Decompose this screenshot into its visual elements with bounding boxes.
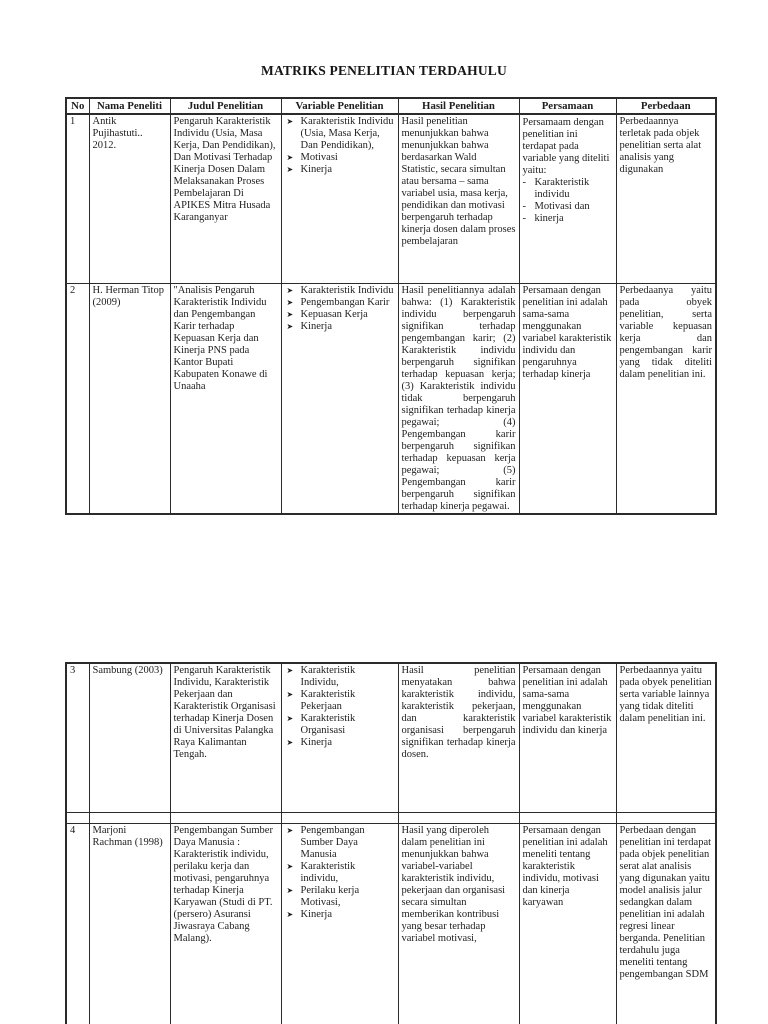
cell-hasil: Hasil penelitian menunjukkan bahwa menunjukkan bahwa berdasarkan Wald Statistic, secara simultan atau bersama – sama variabel usia, masa kerja, pendidikan dan motivasi berpengaruh terhadap kinerja dosen dalam proses pembelajaran: [398, 114, 519, 283]
table-row: [66, 663, 716, 812]
cell-perbedaan: Perbedaanya yaitu pada obyek penelitian, serta variable kepuasan kerja dan pengembangan karir yang tidak diteliti dalam penelitian ini.: [616, 283, 716, 514]
cell-empty: [519, 812, 616, 823]
variable-item: ➤ Pengembangan Sumber Daya Manusia: [286, 824, 365, 860]
cell-persamaan: [519, 114, 616, 283]
dash-bullet: -: [522, 177, 526, 188]
variable-item: ➤ Kinerja: [286, 908, 332, 920]
cell-hasil: Hasil penelitian menyatakan bahwa karakteristik individu, karakteristik pekerjaan, dan karakteristik organisasi berpengaruh signifikan terhadap kinerja dosen.: [398, 663, 519, 812]
dash-bullet: -: [522, 213, 526, 224]
header-no: No: [66, 98, 89, 114]
variable-item: ➤ Kinerja: [286, 320, 332, 332]
header-judul-penelitian: Judul Penelitian: [170, 98, 281, 114]
cell-persamaan: Persamaan dengan penelitian ini adalah meneliti tentang karakteristik individu, motivasi dan kinerja karyawan: [519, 823, 616, 1024]
cell-empty: [89, 812, 170, 823]
header-variable-penelitian: Variable Penelitian: [281, 98, 398, 114]
cell-empty: [170, 812, 281, 823]
variable-item: ➤ Kepuasan Kerja: [286, 308, 368, 320]
table-row: [66, 114, 716, 283]
cell-persamaan: Persamaan dengan penelitian ini adalah sama-sama menggunakan variabel karakteristik individu dan kinerja: [519, 663, 616, 812]
cell-variables: [281, 663, 398, 812]
variable-item: ➤ Karakteristik Individu: [286, 284, 394, 296]
arrow-bullet-icon: ➤: [286, 165, 294, 174]
arrow-bullet-icon: ➤: [286, 309, 294, 319]
arrow-bullet-icon: ➤: [286, 690, 294, 699]
table-header-row: [66, 98, 716, 114]
page-title: MATRIKS PENELITIAN TERDAHULU: [261, 63, 507, 78]
arrow-bullet-icon: ➤: [286, 714, 294, 723]
variable-item: ➤ Pengembangan Karir: [286, 296, 390, 308]
cell-variables: [281, 823, 398, 1024]
arrow-bullet-icon: ➤: [286, 861, 294, 871]
variable-item: ➤ Perilaku kerja Motivasi,: [286, 884, 360, 908]
variable-item: ➤ Motivasi: [286, 152, 338, 163]
variable-item: ➤ Kinerja: [286, 737, 332, 748]
cell-judul: Pengaruh Karakteristik Individu (Usia, Masa Kerja, Dan Pendidikan), Dan Motivasi Terhadap Kinerja Dosen Dalam Melaksanakan Proses Pembelajaran Di APIKES Mitra Husada Karanganyar: [170, 114, 281, 283]
table-row: [66, 823, 716, 1024]
variable-item: ➤ Karakteristik Pekerjaan: [286, 689, 356, 712]
arrow-bullet-icon: ➤: [286, 666, 294, 675]
cell-no: 4: [66, 823, 89, 1024]
arrow-bullet-icon: ➤: [286, 825, 294, 835]
cell-no: 2: [66, 283, 89, 514]
cell-peneliti: H. Herman Titop (2009): [89, 283, 170, 514]
header-persamaan: Persamaan: [519, 98, 616, 114]
cell-hasil: Hasil yang diperoleh dalam penelitian ini menunjukkan bahwa variabel-variabel karakteristik individu, pekerjaan dan organisasi secara simultan memberikan kontribusi yang besar terhadap variabel motivasi,: [398, 823, 519, 1024]
persamaan-intro: Persamaam dengan penelitian ini terdapat pada variable yang diteliti yaitu:: [522, 117, 610, 176]
cell-no: 1: [66, 114, 89, 283]
cell-empty: [398, 812, 519, 823]
cell-empty: [66, 812, 89, 823]
arrow-bullet-icon: ➤: [286, 321, 294, 331]
cell-perbedaan: Perbedaannya yaitu pada obyek penelitian serta variable lainnya yang tidak diteliti dalam penelitian ini.: [616, 663, 716, 812]
persamaan-item: - Karakteristik individu: [522, 177, 590, 200]
research-matrix-table-top: [65, 97, 717, 515]
cell-persamaan: Persamaan dengan penelitian ini adalah sama-sama menggunakan variabel karakteristik individu dan pengaruhnya terhadap kinerja: [519, 283, 616, 514]
persamaan-item: - Motivasi dan: [522, 201, 590, 212]
cell-no: 3: [66, 663, 89, 812]
arrow-bullet-icon: ➤: [286, 297, 294, 307]
header-perbedaan: Perbedaan: [616, 98, 716, 114]
cell-empty: [616, 812, 716, 823]
research-matrix-table-bottom: [65, 662, 717, 1024]
variable-item: ➤ Kinerja: [286, 164, 332, 175]
cell-variables: [281, 114, 398, 283]
header-nama-peneliti: Nama Peneliti: [89, 98, 170, 114]
cell-perbedaan: Perbedaannya terletak pada objek penelitian serta alat analisis yang digunakan: [616, 114, 716, 283]
cell-empty: [281, 812, 398, 823]
variable-item: ➤ Karakteristik individu,: [286, 860, 356, 884]
header-hasil-penelitian: Hasil Penelitian: [398, 98, 519, 114]
cell-peneliti: Antik Pujihastuti.. 2012.: [89, 114, 170, 283]
arrow-bullet-icon: ➤: [286, 738, 294, 747]
cell-judul: Pengembangan Sumber Daya Manusia : Karakteristik individu, perilaku kerja dan motivasi, pengaruhnya terhadap Kinerja Karyawan (Studi di PT.(persero) Asuransi Jiwasraya Cabang Malang).: [170, 823, 281, 1024]
cell-hasil: Hasil penelitiannya adalah bahwa: (1) Karakteristik individu berpengaruh signifikan terhadap pengembangan karir; (2) Karakteristik individu berpengaruh signifikan terhadap kepuasan kerja; (3) Karakteristik individu tidak berpengaruh signifikan terhadap kinerja pegawai; (4) Pengembangan karir berpengaruh signifikan terhadap kepuasan kerja pegawai; (5) Pengembangan karir berpengaruh signifikan terhadap kinerja pegawai.: [398, 283, 519, 514]
variable-item: ➤ Karakteristik Individu (Usia, Masa Kerja, Dan Pendidikan),: [286, 116, 394, 151]
variable-item: ➤ Karakteristik Individu,: [286, 665, 356, 688]
table-spacer-row: [66, 812, 716, 823]
arrow-bullet-icon: ➤: [286, 285, 294, 295]
cell-perbedaan: Perbedaan dengan penelitian ini terdapat pada objek penelitian serat alat analisis yang digunakan yaitu model analisis jalur sedangkan dalam penelitian ini adalah regresi linear berganda. Penelitian terdahulu juga meneliti tentang pengembangan SDM: [616, 823, 716, 1024]
table-row: [66, 283, 716, 514]
cell-peneliti: Sambung (2003): [89, 663, 170, 812]
cell-judul: "Analisis Pengaruh Karakteristik Individu dan Pengembangan Karir terhadap Kepuasan Kerja dan Kinerja PNS pada Kantor Bupati Kabupaten Konawe di Unaaha: [170, 283, 281, 514]
cell-peneliti: Marjoni Rachman (1998): [89, 823, 170, 1024]
arrow-bullet-icon: ➤: [286, 909, 294, 919]
arrow-bullet-icon: ➤: [286, 117, 294, 126]
variable-item: ➤ Karakteristik Organisasi: [286, 713, 356, 736]
cell-judul: Pengaruh Karakteristik Individu, Karakteristik Pekerjaan dan Karakteristik Organisasi terhadap Kinerja Dosen di Universitas Palangka Raya Kalimantan Tengah.: [170, 663, 281, 812]
arrow-bullet-icon: ➤: [286, 885, 294, 895]
arrow-bullet-icon: ➤: [286, 153, 294, 162]
persamaan-item: - kinerja: [522, 213, 564, 224]
dash-bullet: -: [522, 201, 526, 212]
cell-variables: [281, 283, 398, 514]
